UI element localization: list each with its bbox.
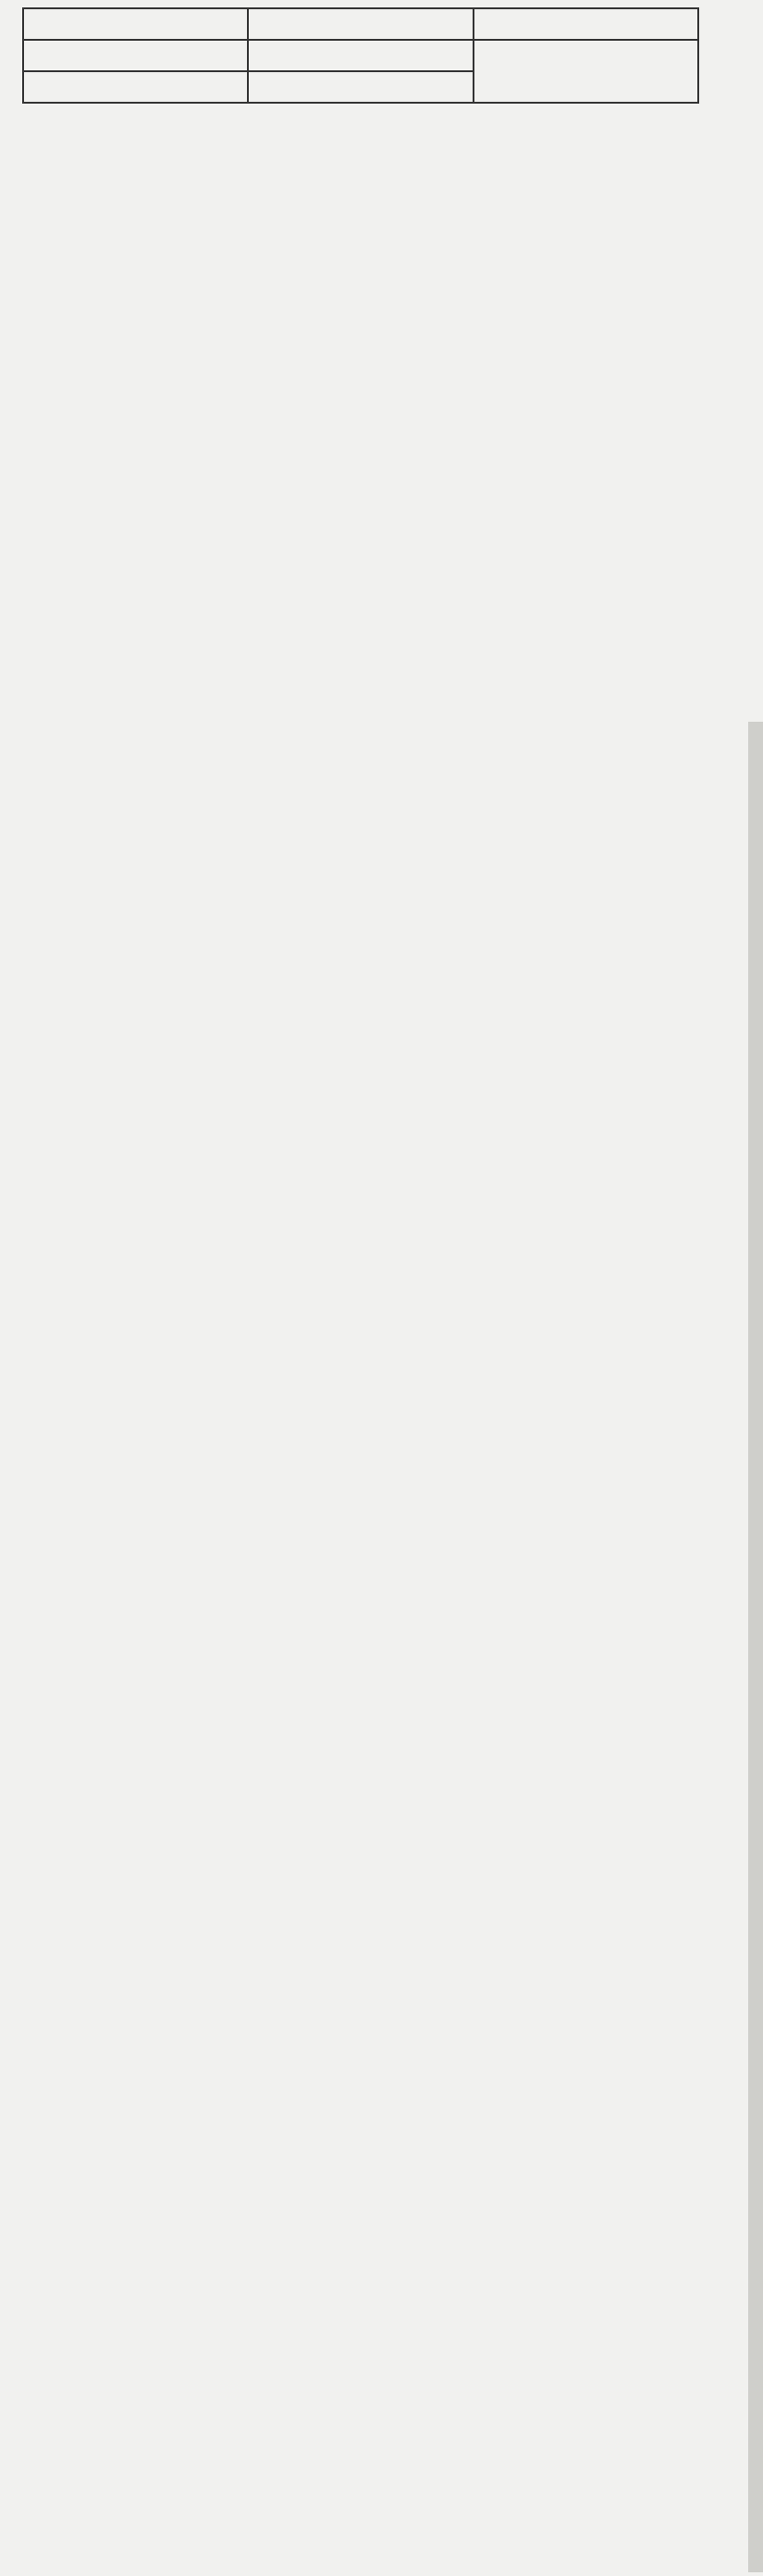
topic-cell (23, 71, 248, 103)
university-cell (23, 8, 248, 40)
scan-edge-shadow (748, 722, 763, 2572)
exam-cell (248, 8, 473, 40)
exam-header-table (22, 7, 699, 104)
time-cell (474, 8, 698, 40)
max-marks-cell (474, 40, 698, 103)
part-cell (248, 71, 473, 103)
subject-cell (23, 40, 248, 71)
paper-cell (248, 40, 473, 71)
